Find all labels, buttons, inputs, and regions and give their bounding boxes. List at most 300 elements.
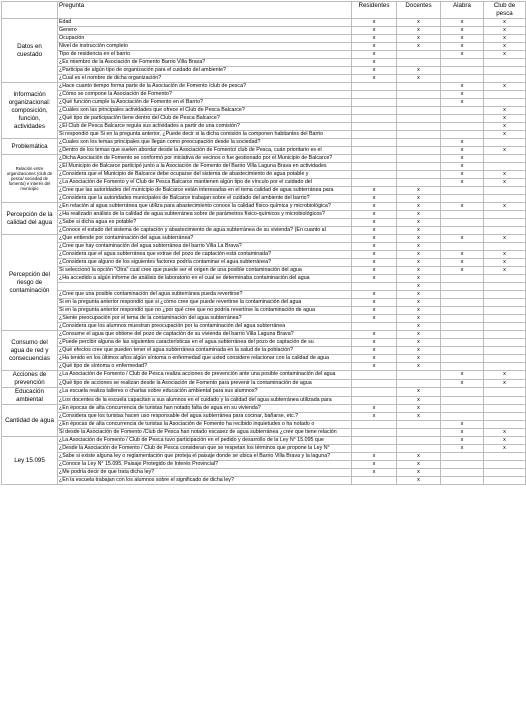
mark-cell: x bbox=[484, 429, 526, 437]
mark-cell: x bbox=[397, 243, 441, 251]
question-cell: ¿La escuela realiza talleres o charlas sobre educación ambiental para sus alumnos? bbox=[58, 388, 352, 397]
mark-cell bbox=[441, 355, 484, 363]
mark-cell: x bbox=[484, 35, 526, 43]
question-cell: ¿Qué efectos cree que pueden tener el agua subterránea contaminada en la salud de la población? bbox=[58, 347, 352, 355]
mark-cell bbox=[484, 347, 526, 355]
table-row bbox=[2, 429, 526, 437]
header-alabra: Alabra bbox=[441, 2, 484, 19]
category-cell: Acciones de prevención bbox=[2, 371, 58, 388]
mark-cell: x bbox=[352, 331, 397, 339]
table-row bbox=[2, 299, 526, 307]
table-row bbox=[2, 67, 526, 75]
mark-cell bbox=[441, 461, 484, 469]
table-row bbox=[2, 75, 526, 83]
mark-cell: x bbox=[441, 267, 484, 275]
table-row bbox=[2, 195, 526, 203]
question-cell: ¿Qué tipo de acciones se realizan desde la Asociación de Fomento para prevenir la contaminación de agua bbox=[58, 379, 352, 388]
mark-cell bbox=[484, 219, 526, 227]
category-cell: Educación ambiental bbox=[2, 388, 58, 405]
question-cell: ¿Cuáles son las principales actividades que ofrece el Club de Pesca Balcarce? bbox=[58, 107, 352, 115]
mark-cell bbox=[352, 155, 397, 163]
mark-cell bbox=[484, 461, 526, 469]
mark-cell: x bbox=[397, 67, 441, 75]
question-cell: ¿Los docentes de la escuela capacitan a sus alumnos en el cuidado y la calidad del agua subterránea utilizada para bbox=[58, 396, 352, 405]
mark-cell bbox=[484, 163, 526, 171]
mark-cell bbox=[441, 388, 484, 397]
mark-cell: x bbox=[352, 355, 397, 363]
table-row bbox=[2, 27, 526, 35]
table-row bbox=[2, 339, 526, 347]
table-row bbox=[2, 43, 526, 51]
mark-cell bbox=[397, 131, 441, 139]
mark-cell: x bbox=[441, 379, 484, 388]
mark-cell bbox=[397, 147, 441, 155]
mark-cell: x bbox=[484, 203, 526, 211]
mark-cell bbox=[352, 123, 397, 131]
mark-cell bbox=[397, 171, 441, 179]
mark-cell bbox=[441, 396, 484, 405]
question-cell: ¿En épocas de alta concurrencia de turistas han notado falta de agua en su vivienda? bbox=[58, 405, 352, 413]
question-cell: ¿El Municipio de Balcarce participó junto a la Asociación de Fomento del Barrio Villa Laguna Brava en actividades bbox=[58, 163, 352, 171]
mark-cell: x bbox=[352, 315, 397, 323]
mark-cell bbox=[352, 388, 397, 397]
mark-cell bbox=[484, 155, 526, 163]
mark-cell bbox=[441, 339, 484, 347]
mark-cell bbox=[352, 171, 397, 179]
mark-cell: x bbox=[397, 291, 441, 299]
mark-cell: x bbox=[397, 75, 441, 83]
mark-cell bbox=[397, 123, 441, 131]
mark-cell bbox=[352, 429, 397, 437]
mark-cell: x bbox=[352, 187, 397, 195]
mark-cell bbox=[352, 421, 397, 429]
header-club-de-pesca: Club de pesca bbox=[484, 2, 526, 19]
mark-cell bbox=[441, 67, 484, 75]
mark-cell: x bbox=[397, 299, 441, 307]
mark-cell bbox=[441, 413, 484, 421]
question-cell: Si desde la Asociación de Fomento /Club de Pesca han notado escasez de agua subterránea ¿cree que tiene relación bbox=[58, 429, 352, 437]
mark-cell: x bbox=[352, 19, 397, 27]
question-cell: Ocupación bbox=[58, 35, 352, 43]
question-cell: ¿Cree que hay contaminación del agua subterránea del barrio Villa La Brava? bbox=[58, 243, 352, 251]
mark-cell: x bbox=[397, 405, 441, 413]
mark-cell: x bbox=[484, 115, 526, 123]
mark-cell: x bbox=[484, 179, 526, 187]
mark-cell: x bbox=[352, 469, 397, 477]
mark-cell: x bbox=[397, 283, 441, 291]
question-cell: ¿Considera que la autoridades municipales de Balcarce trabajan sobre el cuidado del ambiente del barrio? bbox=[58, 195, 352, 203]
question-cell: ¿En relación al agua subterránea que utiliza para abastecimiento conoce la calidad físico-química y microbiológica? bbox=[58, 203, 352, 211]
table-row bbox=[2, 51, 526, 59]
mark-cell bbox=[352, 139, 397, 147]
question-cell: ¿Consume el agua que obtiene del pozo de captación de su vivienda del barrio Villa Laguna Brava? bbox=[58, 331, 352, 339]
table-row bbox=[2, 83, 526, 91]
mark-cell: x bbox=[397, 331, 441, 339]
table-row bbox=[2, 99, 526, 107]
table-row bbox=[2, 421, 526, 429]
mark-cell: x bbox=[484, 379, 526, 388]
table-row bbox=[2, 275, 526, 283]
mark-cell: x bbox=[484, 83, 526, 91]
mark-cell: x bbox=[441, 371, 484, 380]
question-cell: ¿Cual es el nombre de dicha organización? bbox=[58, 75, 352, 83]
mark-cell: x bbox=[352, 219, 397, 227]
mark-cell: x bbox=[352, 43, 397, 51]
mark-cell: x bbox=[441, 235, 484, 243]
mark-cell: x bbox=[397, 251, 441, 259]
question-cell: ¿Considera que el Municipio de Balcarce debe ocuparse del sistema de abastecimiento de agua potable y bbox=[58, 171, 352, 179]
mark-cell: x bbox=[397, 477, 441, 485]
mark-cell: x bbox=[352, 461, 397, 469]
mark-cell bbox=[441, 243, 484, 251]
table-row bbox=[2, 155, 526, 163]
mark-cell bbox=[441, 123, 484, 131]
mark-cell: x bbox=[397, 355, 441, 363]
mark-cell: x bbox=[484, 371, 526, 380]
mark-cell: x bbox=[397, 413, 441, 421]
mark-cell bbox=[397, 99, 441, 107]
mark-cell bbox=[441, 477, 484, 485]
mark-cell bbox=[397, 437, 441, 445]
question-cell bbox=[58, 283, 352, 291]
mark-cell bbox=[441, 75, 484, 83]
mark-cell: x bbox=[352, 67, 397, 75]
mark-cell: x bbox=[397, 315, 441, 323]
mark-cell: x bbox=[484, 19, 526, 27]
table-row bbox=[2, 259, 526, 267]
mark-cell bbox=[352, 437, 397, 445]
mark-cell: x bbox=[352, 267, 397, 275]
mark-cell: x bbox=[352, 203, 397, 211]
mark-cell bbox=[484, 195, 526, 203]
table-row bbox=[2, 469, 526, 477]
mark-cell: x bbox=[397, 453, 441, 461]
mark-cell bbox=[441, 131, 484, 139]
table-row bbox=[2, 203, 526, 211]
mark-cell bbox=[484, 396, 526, 405]
question-cell: ¿Cree que una posible contaminación del agua subterránea pueda revertirse? bbox=[58, 291, 352, 299]
mark-cell bbox=[397, 139, 441, 147]
mark-cell: x bbox=[352, 51, 397, 59]
mark-cell bbox=[484, 299, 526, 307]
question-cell: ¿En épocas de alta concurrencia de turistas la Asociación de Fomento ha recibido inquietudes o ha notado o bbox=[58, 421, 352, 429]
mark-cell bbox=[441, 331, 484, 339]
question-cell: ¿Ha realizado análisis de la calidad de agua subterránea sobre de parámetros físico-químicos y microbiológicos? bbox=[58, 211, 352, 219]
mark-cell bbox=[484, 339, 526, 347]
mark-cell bbox=[484, 413, 526, 421]
mark-cell bbox=[441, 323, 484, 331]
question-cell: ¿Ha accedido a algún informe de análisis de laboratorio en el cual se determinaba contaminación del agua bbox=[58, 275, 352, 283]
mark-cell: x bbox=[397, 307, 441, 315]
mark-cell: x bbox=[352, 27, 397, 35]
question-cell: ¿Participa de algún tipo de organización para el cuidado del ambiente? bbox=[58, 67, 352, 75]
table-row bbox=[2, 371, 526, 380]
mark-cell: x bbox=[352, 251, 397, 259]
mark-cell: x bbox=[352, 235, 397, 243]
question-cell: ¿Cree que las autoridades del municipio de Balcarce están interesadas en el tema calidad de agua subterránea para bbox=[58, 187, 352, 195]
question-cell: Genero bbox=[58, 27, 352, 35]
question-cell: ¿Dentro de los temas que suelen abordar desde la Asociación de Fomento/ club de Pesca, cuán prioritario es el bbox=[58, 147, 352, 155]
mark-cell bbox=[484, 243, 526, 251]
question-cell: ¿Cómo se compone la Asociación de Fomento? bbox=[58, 91, 352, 99]
mark-cell: x bbox=[484, 43, 526, 51]
question-cell: ¿Hace cuanto tiempo forma parte de la Asociación de Fomento /club de pesca? bbox=[58, 83, 352, 91]
table-row bbox=[2, 235, 526, 243]
mark-cell: x bbox=[397, 19, 441, 27]
question-cell: ¿En la escuela trabajan con los alumnos sobre el significado de dicha ley? bbox=[58, 477, 352, 485]
table-row bbox=[2, 243, 526, 251]
table-row bbox=[2, 396, 526, 405]
category-cell: Información organizacional: composición, función, actividades bbox=[2, 83, 58, 139]
mark-cell: x bbox=[484, 171, 526, 179]
mark-cell: x bbox=[397, 219, 441, 227]
mark-cell bbox=[484, 405, 526, 413]
mark-cell bbox=[441, 115, 484, 123]
mark-cell: x bbox=[352, 347, 397, 355]
mark-cell: x bbox=[484, 147, 526, 155]
question-cell: Tipo de residencia en el barrio bbox=[58, 51, 352, 59]
mark-cell bbox=[441, 405, 484, 413]
mark-cell bbox=[397, 371, 441, 380]
mark-cell: x bbox=[397, 469, 441, 477]
mark-cell: x bbox=[441, 163, 484, 171]
mark-cell bbox=[441, 307, 484, 315]
question-cell: Si respondió que Si en la pregunta anterior, ¿Puede decir si la dicha comisión la componen habitantes del Barrio bbox=[58, 131, 352, 139]
category-cell: Percepción del riesgo de contaminación bbox=[2, 235, 58, 331]
mark-cell bbox=[484, 355, 526, 363]
mark-cell: x bbox=[397, 27, 441, 35]
mark-cell bbox=[352, 323, 397, 331]
mark-cell bbox=[352, 115, 397, 123]
mark-cell bbox=[397, 429, 441, 437]
mark-cell: x bbox=[484, 107, 526, 115]
mark-cell: x bbox=[441, 51, 484, 59]
mark-cell bbox=[484, 275, 526, 283]
table-row bbox=[2, 107, 526, 115]
question-cell: ¿Que entiende por contaminación del agua subterránea? bbox=[58, 235, 352, 243]
table-row bbox=[2, 123, 526, 131]
category-cell: Datos en cuestado bbox=[2, 19, 58, 83]
mark-cell: x bbox=[397, 267, 441, 275]
mark-cell bbox=[352, 91, 397, 99]
mark-cell bbox=[484, 67, 526, 75]
mark-cell: x bbox=[397, 323, 441, 331]
category-cell: Problemática bbox=[2, 139, 58, 155]
mark-cell bbox=[352, 477, 397, 485]
table-row bbox=[2, 59, 526, 67]
mark-cell: x bbox=[352, 227, 397, 235]
table-row bbox=[2, 315, 526, 323]
header-row bbox=[2, 2, 526, 19]
mark-cell: x bbox=[441, 203, 484, 211]
mark-cell: x bbox=[397, 187, 441, 195]
category-cell: Cantidad de agua bbox=[2, 405, 58, 437]
mark-cell: x bbox=[397, 195, 441, 203]
question-cell: ¿Considera que alguno de los siguientes factores podría contaminar el agua subterránea? bbox=[58, 259, 352, 267]
table-row bbox=[2, 219, 526, 227]
mark-cell: x bbox=[397, 211, 441, 219]
question-cell: ¿Sabe si existe alguna ley o reglamentación que proteja el paisaje donde se ubica el Barrio Villa Brava y la laguna? bbox=[58, 453, 352, 461]
mark-cell: x bbox=[484, 267, 526, 275]
table-row bbox=[2, 453, 526, 461]
header-question: Pregunta bbox=[58, 2, 352, 19]
mark-cell bbox=[484, 421, 526, 429]
mark-cell: x bbox=[484, 437, 526, 445]
question-cell: ¿Qué función cumple la Asociación de Fomento en el Barrio? bbox=[58, 99, 352, 107]
mark-cell: x bbox=[441, 445, 484, 453]
mark-cell bbox=[397, 107, 441, 115]
question-cell: ¿Conoce la Ley N° 15.095, Paisaje Protegido de Interés Provincial? bbox=[58, 461, 352, 469]
mark-cell: x bbox=[441, 27, 484, 35]
table-row bbox=[2, 477, 526, 485]
mark-cell bbox=[441, 227, 484, 235]
mark-cell: x bbox=[441, 19, 484, 27]
table-row bbox=[2, 461, 526, 469]
mark-cell: x bbox=[484, 131, 526, 139]
table-row bbox=[2, 379, 526, 388]
mark-cell: x bbox=[352, 363, 397, 371]
table-row bbox=[2, 131, 526, 139]
mark-cell: x bbox=[397, 203, 441, 211]
mark-cell bbox=[441, 59, 484, 67]
header-category bbox=[2, 2, 58, 19]
mark-cell bbox=[441, 187, 484, 195]
mark-cell bbox=[484, 139, 526, 147]
mark-cell: x bbox=[441, 99, 484, 107]
mark-cell: x bbox=[441, 83, 484, 91]
table-row bbox=[2, 388, 526, 397]
table-row bbox=[2, 331, 526, 339]
mark-cell bbox=[397, 51, 441, 59]
mark-cell: x bbox=[352, 299, 397, 307]
mark-cell: x bbox=[441, 421, 484, 429]
question-cell: ¿Considera que los turistas hacen uso responsable del agua subterránea para cocinar, bañarse, etc.? bbox=[58, 413, 352, 421]
mark-cell: x bbox=[352, 35, 397, 43]
table-row bbox=[2, 19, 526, 27]
mark-cell bbox=[484, 477, 526, 485]
mark-cell: x bbox=[484, 123, 526, 131]
mark-cell: x bbox=[397, 227, 441, 235]
mark-cell: x bbox=[484, 235, 526, 243]
mark-cell: x bbox=[352, 75, 397, 83]
mark-cell bbox=[484, 227, 526, 235]
table-row bbox=[2, 171, 526, 179]
question-cell: ¿La Asociación de Fomento / Club de Pesca realiza acciones de prevención ante una posible contaminación del agua bbox=[58, 371, 352, 380]
table-row bbox=[2, 187, 526, 195]
mark-cell bbox=[352, 147, 397, 155]
mark-cell bbox=[352, 379, 397, 388]
mark-cell bbox=[397, 163, 441, 171]
mark-cell bbox=[397, 155, 441, 163]
question-cell: ¿Qué tipo de síntoma o enfermedad? bbox=[58, 363, 352, 371]
mark-cell: x bbox=[352, 413, 397, 421]
mark-cell bbox=[441, 347, 484, 355]
mark-cell: x bbox=[441, 179, 484, 187]
mark-cell bbox=[352, 163, 397, 171]
mark-cell bbox=[397, 179, 441, 187]
mark-cell: x bbox=[352, 259, 397, 267]
mark-cell: x bbox=[441, 91, 484, 99]
mark-cell: x bbox=[352, 211, 397, 219]
mark-cell bbox=[397, 379, 441, 388]
mark-cell bbox=[397, 83, 441, 91]
question-cell: ¿Siente preocupación por el tema de la contaminación del agua subterránea? bbox=[58, 315, 352, 323]
mark-cell bbox=[484, 91, 526, 99]
question-cell: ¿Sabe si dicha agua es potable? bbox=[58, 219, 352, 227]
mark-cell bbox=[397, 91, 441, 99]
mark-cell: x bbox=[484, 445, 526, 453]
mark-cell: x bbox=[484, 251, 526, 259]
question-cell: ¿La Asociación de Fomento y el Club de Pesca Balcarce mantienen algún tipo de vínculo por el cuidado del bbox=[58, 179, 352, 187]
question-cell: ¿Puede percibir alguna de las siguientes características en el agua subterránea del pozo de captación de su bbox=[58, 339, 352, 347]
table-row bbox=[2, 91, 526, 99]
mark-cell: x bbox=[441, 429, 484, 437]
mark-cell bbox=[484, 315, 526, 323]
mark-cell: x bbox=[441, 155, 484, 163]
question-cell: ¿Qué tipo de participación tiene dentro del Club de Pesca Balcarce? bbox=[58, 115, 352, 123]
survey-table bbox=[1, 1, 526, 485]
category-cell: Percepción de la calidad del agua bbox=[2, 203, 58, 235]
question-cell: ¿Considera que los alumnos muestran preocupación por la contaminación del agua subterránea bbox=[58, 323, 352, 331]
mark-cell: x bbox=[441, 251, 484, 259]
mark-cell bbox=[441, 283, 484, 291]
mark-cell bbox=[484, 388, 526, 397]
mark-cell: x bbox=[441, 171, 484, 179]
mark-cell: x bbox=[352, 275, 397, 283]
mark-cell bbox=[352, 396, 397, 405]
category-cell: Relación entre organizaciones (club de pesca/ sociedad de fomento) e interés del municipio bbox=[2, 155, 58, 203]
mark-cell bbox=[441, 469, 484, 477]
mark-cell: x bbox=[441, 437, 484, 445]
mark-cell bbox=[484, 283, 526, 291]
mark-cell: x bbox=[441, 43, 484, 51]
question-cell: ¿Cuales son los temas principales que llegan como preocupación desde la sociedad? bbox=[58, 139, 352, 147]
mark-cell bbox=[441, 219, 484, 227]
mark-cell: x bbox=[352, 453, 397, 461]
mark-cell: x bbox=[352, 339, 397, 347]
mark-cell bbox=[352, 371, 397, 380]
question-cell: Nivel de instrucción completo bbox=[58, 43, 352, 51]
header-docentes: Docentes bbox=[397, 2, 441, 19]
table-row bbox=[2, 323, 526, 331]
mark-cell: x bbox=[352, 291, 397, 299]
mark-cell: x bbox=[397, 388, 441, 397]
mark-cell bbox=[484, 75, 526, 83]
table-row bbox=[2, 251, 526, 259]
mark-cell: x bbox=[352, 243, 397, 251]
mark-cell bbox=[397, 445, 441, 453]
table-row bbox=[2, 413, 526, 421]
mark-cell: x bbox=[484, 27, 526, 35]
question-cell: ¿Conoce el estado del sistema de captación y abastecimiento de agua subterránea de su vivienda? (En cuanto al bbox=[58, 227, 352, 235]
question-cell: ¿El Club de Pesca Balcarce regula sus actividades a partir de una comisión? bbox=[58, 123, 352, 131]
table-row bbox=[2, 147, 526, 155]
mark-cell bbox=[352, 283, 397, 291]
table-row bbox=[2, 307, 526, 315]
mark-cell bbox=[484, 59, 526, 67]
question-cell: Si seleccionó la opción "Otra" cual cree que puede ser el origen de una posible contaminación del agua bbox=[58, 267, 352, 275]
table-row bbox=[2, 267, 526, 275]
header-residentes: Residentes bbox=[352, 2, 397, 19]
mark-cell: x bbox=[441, 147, 484, 155]
mark-cell bbox=[352, 107, 397, 115]
mark-cell bbox=[397, 115, 441, 123]
mark-cell: x bbox=[352, 59, 397, 67]
mark-cell: x bbox=[441, 139, 484, 147]
mark-cell: x bbox=[352, 405, 397, 413]
mark-cell bbox=[484, 453, 526, 461]
question-cell: Edad bbox=[58, 19, 352, 27]
